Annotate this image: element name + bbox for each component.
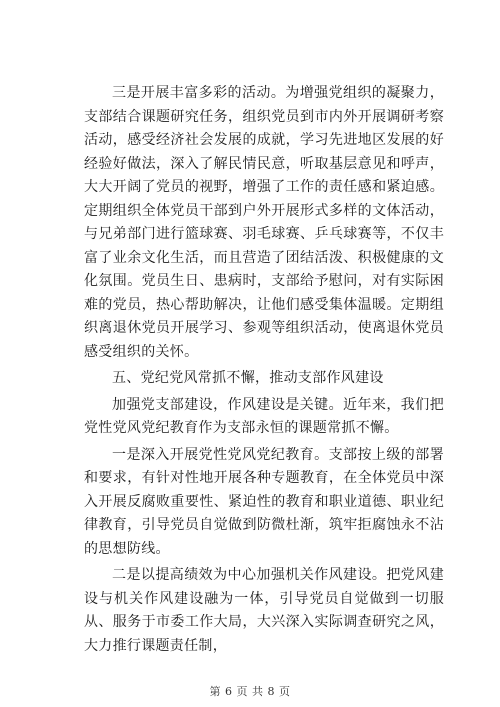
page-number-footer: 第 6 页 共 8 页 — [209, 685, 291, 698]
paragraph-education: 一是深入开展党性党风党纪教育。支部按上级的部署和要求，有针对性地开展各种专题教育，在全体党员中深入开展反腐败重要性、紧迫性的教育和职业道德、职业纪律教育，引导党员自觉做到防微杜渐，筑牢拒腐蚀永不沾的思想防线。 — [84, 446, 444, 557]
paragraph-activities: 三是开展丰富多彩的活动。为增强党组织的凝聚力，支部结合课题研究任务，组织党员到市内外开展调研考察活动，感受经济社会发展的成就，学习先进地区发展的好经验好做法，深入了解民情民意，听取基层意见和呼声，大大开阔了党员的视野，增强了工作的责任感和紧迫感。定期组织全体党员干部到户外开展形式多样的文体活动，与兄弟部门进行篮球赛、羽毛球赛、乒乓球赛等，不仅丰富了业余文化生活，而且营造了团结活泼、积极健康的文化氛围。党员生日、患病时，支部给予慰问，对有实际困难的党员，热心帮助解决，让他们感受集体温暖。定期组织离退休党员开展学习、参观等组织活动，使离退休党员感受组织的关怀。 — [84, 85, 444, 360]
document-body — [84, 82, 444, 658]
section-heading: 五、党纪党风常抓不懈，推动支部作风建设 — [112, 370, 384, 386]
paragraph-efficiency: 二是以提高绩效为中心加强机关作风建设。把党风建设与机关作风建设融为一体，引导党员自觉做到一切服从、服务于市委工作大局，大兴深入实际调查研究之风，大力推行课题责任制， — [84, 567, 444, 654]
paragraph-style-intro: 加强党支部建设，作风建设是关键。近年来，我们把党性党风党纪教育作为支部永恒的课题常抓不懈。 — [84, 396, 444, 436]
